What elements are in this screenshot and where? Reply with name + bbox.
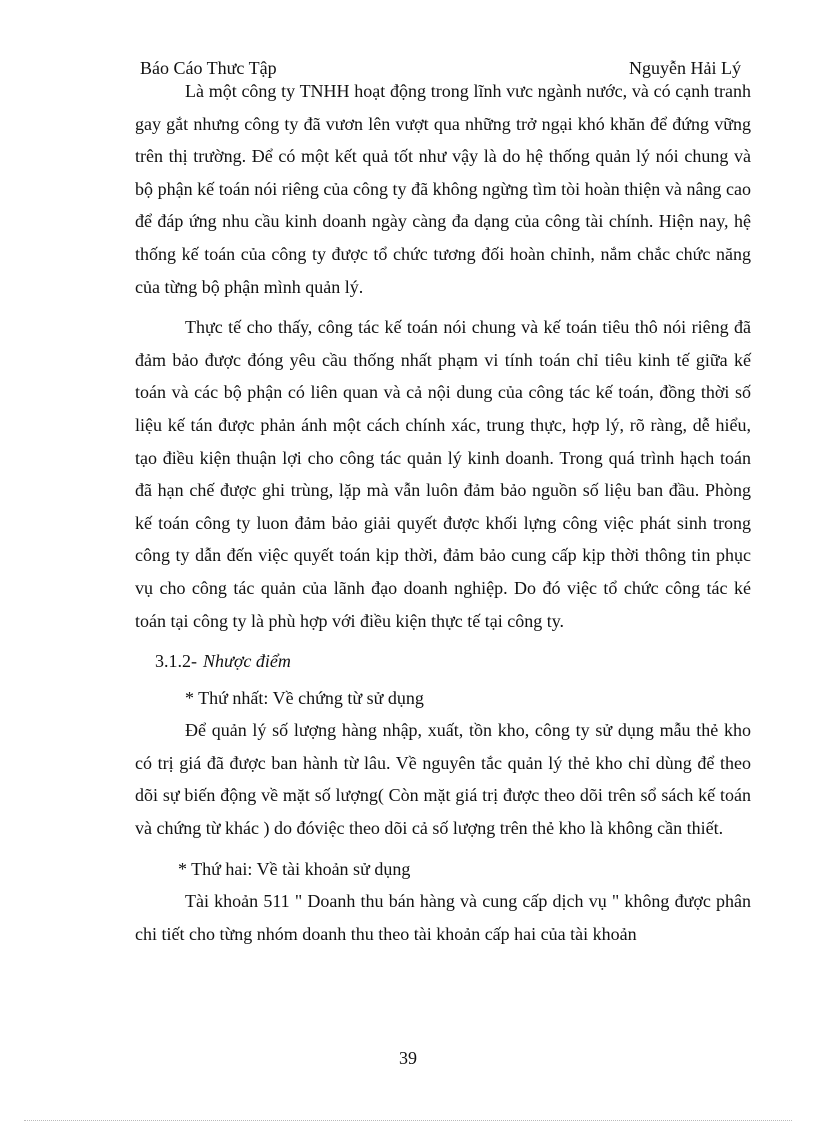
paragraph-company-overview: Là một công ty TNHH hoạt động trong lĩnh vưc ngành nước, và có cạnh tranh gay gắt nhưng công ty đã vươn lên vượt qua những trở ngại khó khăn để đứng vững trên thị trường. Để có một kết quả tốt như vậy là do hệ thống quản lý nói chung và bộ phận kế toán nói riêng của công ty đã không ngừng tìm tòi hoàn thiện và nâng cao để đáp ứng nhu cầu kinh doanh ngày càng đa dạng của công tài chính. Hiện nay, hệ thống kế toán của công ty được tổ chức tương đối hoàn chỉnh, nắm chắc chức năng của từng bộ phận mình quản lý. [135,81,751,297]
body-text [135,75,751,950]
header-report-title: Báo Cáo Thưc Tập [140,58,277,78]
section-title: Nhược điểm [203,651,291,672]
section-number: 3.1.2- [155,651,197,672]
subheading-documents: * Thứ nhất: Về chứng từ sử dụng [185,687,424,708]
subheading-accounts: * Thứ hai: Về tài khoản sử dụng [178,858,411,879]
paragraph-account-511: Tài khoản 511 " Doanh thu bán hàng và cung cấp dịch vụ " không được phân chi tiết cho từng nhóm doanh thu theo tài khoản cấp hai của tài khoản [135,891,751,944]
page-number: 39 [399,1048,417,1068]
paragraph-accounting-assessment: Thực tế cho thấy, công tác kế toán nói chung và kế toán tiêu thô nói riêng đã đảm bảo được đóng yêu cầu thống nhất phạm vi tính toán chỉ tiêu kinh tế giữa kế toán và các bộ phận có liên quan và cả nội dung của công tác kế toán, đồng thời số liệu kế tán được phản ánh một cách chính xác, trung thực, hợp lý, rõ ràng, dễ hiểu, tạo điều kiện thuận lợi cho công tác quản lý kinh doanh. Trong quá trình hạch toán đã hạn chế được ghi trùng, lặp mà vẫn luôn đảm bảo nguồn số liệu ban đầu. Phòng kế toán công ty luon đảm bảo giải quyết được khối lựng công việc phát sinh trong công ty dẫn đến việc quyết toán kịp thời, đảm bảo cung cấp kịp thời thông tin phục vụ cho công tác quản của lãnh đạo doanh nghiệp. Do đó việc tổ chức công tác ké toán tại công ty là phù hợp với điều kiện thực tế tại công ty. [135,317,751,631]
section-heading [135,645,751,678]
paragraph-warehouse-cards: Để quản lý số lượng hàng nhập, xuất, tồn kho, công ty sử dụng mẫu thẻ kho có trị giá đã được ban hành từ lâu. Về nguyên tắc quản lý thẻ kho chỉ dùng để theo dõi sự biến động về mặt số lượng( Còn mặt giá trị được theo dõi trên sổ sách kế toán và chứng từ khác ) do đóviệc theo dõi cả số lượng trên thẻ kho là không cần thiết. [135,720,751,839]
page-bottom-divider [24,1120,792,1121]
header-author-name: Nguyễn Hải Lý [629,58,741,78]
